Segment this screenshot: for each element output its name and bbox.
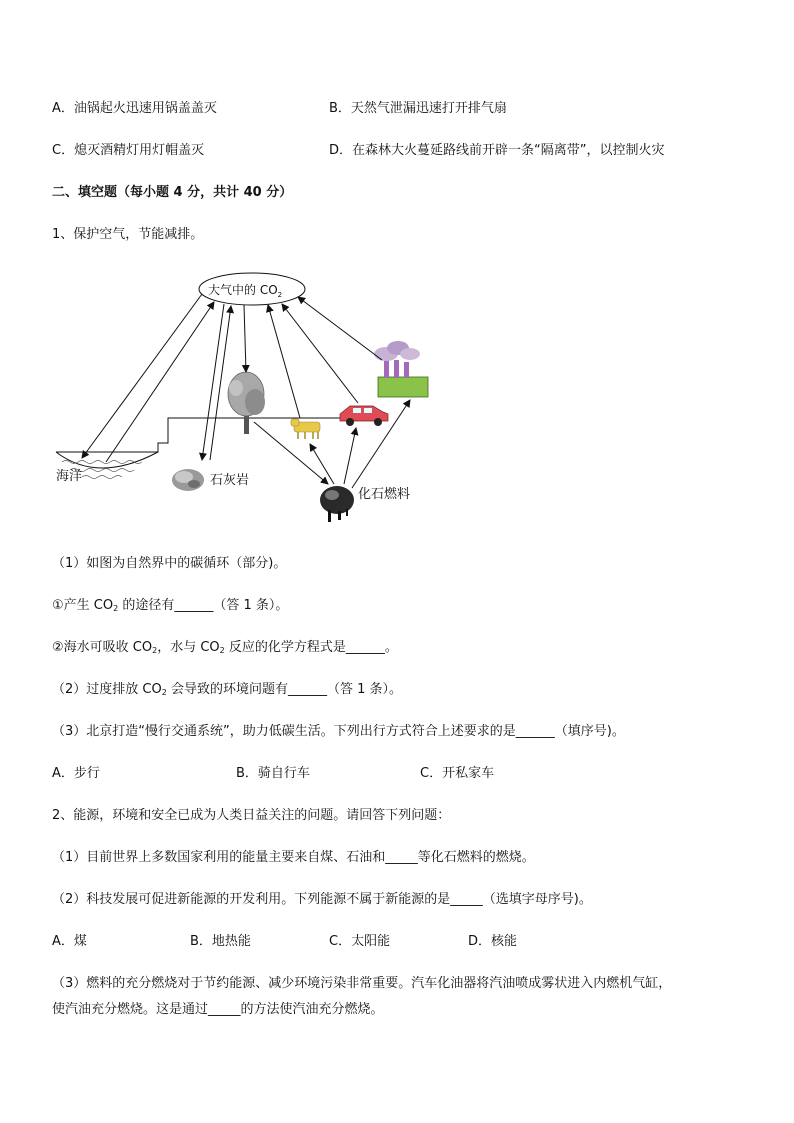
q2-option-a: A．煤 xyxy=(52,934,87,949)
q1-option-b: B．骑自行车 xyxy=(236,766,310,781)
q1-part1a: ①产生 $CO_2$ 的途径有______（答 1 条）。 xyxy=(52,598,289,613)
q2-part3-line2: 使汽油充分燃烧。这是通过_____的方法使汽油充分燃烧。 xyxy=(52,1002,384,1017)
q2-part1: （1）目前世界上多数国家利用的能量主要来自煤、石油和_____等化石燃料的燃烧。 xyxy=(52,850,535,865)
q1-part2: （2）过度排放 $CO_2$ 会导致的环境问题有______（答 1 条）。 xyxy=(52,682,402,697)
q2-option-c: C．太阳能 xyxy=(329,934,391,949)
ocean-label: 海洋 xyxy=(56,469,83,484)
fossil-fuel-label: 化石燃料 xyxy=(358,487,411,502)
q1-option-c: C．开私家车 xyxy=(420,766,495,781)
option-b: B．天然气泄漏迅速打开排气扇 xyxy=(329,101,507,116)
limestone-image xyxy=(172,469,204,491)
option-d: D．在森林大火蔓延路线前开辟一条“隔离带”，以控制火灾 xyxy=(329,143,665,158)
q1-stem: 1、保护空气，节能减排。 xyxy=(52,227,204,242)
factory-image xyxy=(374,341,428,397)
option-a: A．油锅起火迅速用锅盖盖灭 xyxy=(52,101,217,116)
cow-image xyxy=(291,419,320,439)
section-title: 二、填空题（每小题 4 分，共计 40 分） xyxy=(52,185,293,200)
carbon-cycle-diagram xyxy=(48,262,448,532)
limestone-label: 石灰岩 xyxy=(210,473,250,488)
atmosphere-co2-label: 大气中的 $CO_2$ xyxy=(208,283,283,299)
q1-part3: （3）北京打造“慢行交通系统”，助力低碳生活。下列出行方式符合上述要求的是______（填序号)。 xyxy=(52,724,625,739)
q2-stem: 2、能源，环境和安全已成为人类日益关注的问题。请回答下列问题： xyxy=(52,808,451,823)
q2-option-d: D．核能 xyxy=(468,934,518,949)
fossil-fuel-image xyxy=(320,486,354,522)
q2-part3-line1: （3）燃料的充分燃烧对于节约能源、减少环境污染非常重要。汽车化油器将汽油喷成雾状进入内燃机气缸， xyxy=(52,976,672,991)
q1-part1: （1）如图为自然界中的碳循环（部分)。 xyxy=(52,556,287,571)
q2-part2: （2）科技发展可促进新能源的开发利用。下列能源不属于新能源的是_____（选填字母序号)。 xyxy=(52,892,592,907)
option-c: C．熄灭酒精灯用灯帽盖灭 xyxy=(52,143,205,158)
q1-part1b: ②海水可吸收 $CO_2$，水与 $CO_2$ 反应的化学方程式是______。 xyxy=(52,640,398,655)
q1-option-a: A．步行 xyxy=(52,766,100,781)
tree-image xyxy=(228,372,265,434)
q2-option-b: B．地热能 xyxy=(190,934,251,949)
car-image xyxy=(340,406,388,426)
